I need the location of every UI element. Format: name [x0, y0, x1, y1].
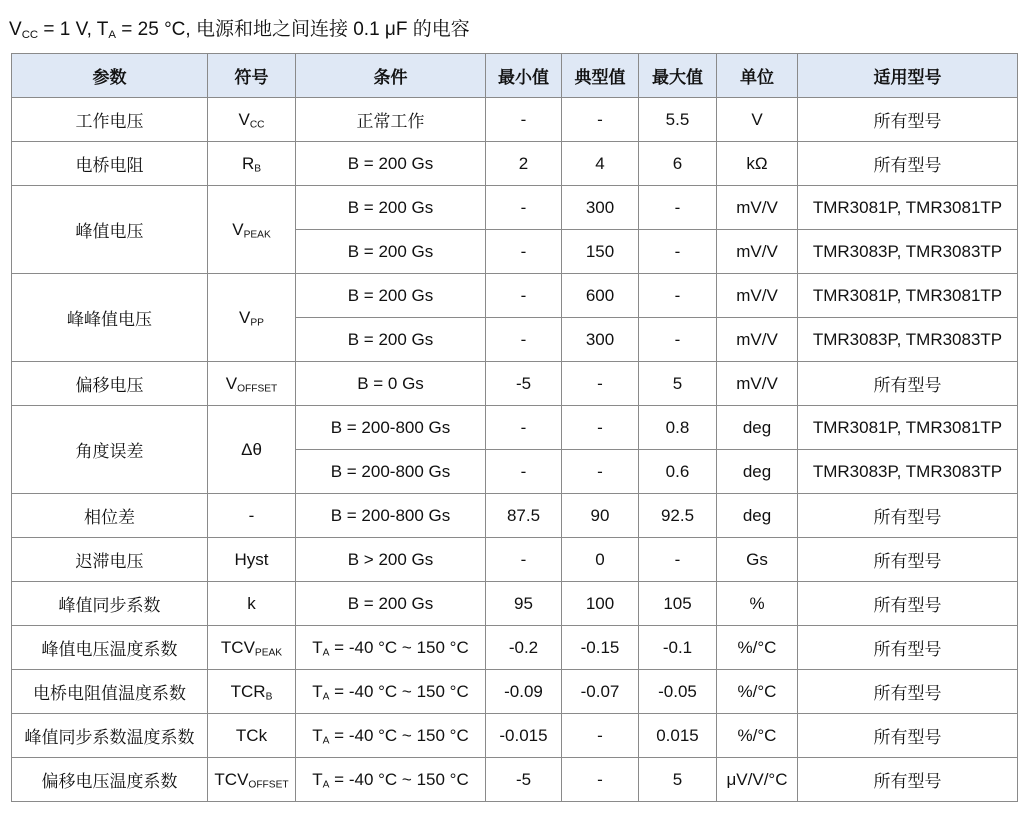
typ-cell: 4	[562, 142, 639, 186]
unit-cell: V	[717, 98, 798, 142]
models-cell: 所有型号	[798, 362, 1018, 406]
symbol-main: k	[247, 593, 256, 613]
models-cell: 所有型号	[798, 538, 1018, 582]
max-cell: 5	[639, 362, 717, 406]
unit-cell: %/°C	[717, 626, 798, 670]
models-cell: TMR3081P, TMR3081TP	[798, 406, 1018, 450]
condition-symbol: T	[312, 637, 323, 657]
min-cell: 2	[486, 142, 562, 186]
models-cell: 所有型号	[798, 582, 1018, 626]
condition-text: B = 200 Gs	[347, 241, 434, 261]
header-param: 参数	[12, 54, 208, 98]
condition-symbol: T	[312, 725, 323, 745]
min-cell: -0.015	[486, 714, 562, 758]
max-cell: 105	[639, 582, 717, 626]
param-cell: 峰值电压	[12, 186, 208, 274]
condition-symbol: T	[312, 681, 323, 701]
condition-text: = -40 °C ~ 150 °C	[329, 681, 469, 701]
param-cell: 峰值电压温度系数	[12, 626, 208, 670]
symbol-main: V	[239, 307, 251, 327]
typ-cell: 300	[562, 318, 639, 362]
condition-cell	[296, 538, 486, 582]
table-row	[12, 538, 1018, 582]
typ-cell: -	[562, 98, 639, 142]
condition-subscript: A	[322, 647, 330, 659]
condition-cell	[296, 670, 486, 714]
condition-text: 正常工作	[356, 112, 425, 131]
condition-subscript: A	[322, 735, 330, 747]
typ-cell: 300	[562, 186, 639, 230]
symbol-cell	[208, 142, 296, 186]
max-cell: 0.6	[639, 450, 717, 494]
condition-text: = -40 °C ~ 150 °C	[329, 725, 469, 745]
param-cell: 工作电压	[12, 98, 208, 142]
condition-text: B = 200-800 Gs	[330, 417, 451, 437]
typ-cell: -	[562, 714, 639, 758]
typ-cell: 90	[562, 494, 639, 538]
min-cell: -	[486, 186, 562, 230]
condition-text: B = 200-800 Gs	[330, 505, 451, 525]
models-cell: TMR3081P, TMR3081TP	[798, 274, 1018, 318]
table-row	[12, 582, 1018, 626]
table-row	[12, 186, 1018, 230]
condition-text: = -40 °C ~ 150 °C	[329, 637, 469, 657]
min-cell: -0.2	[486, 626, 562, 670]
unit-cell: mV/V	[717, 318, 798, 362]
symbol-subscript: PEAK	[243, 229, 271, 241]
models-cell: 所有型号	[798, 758, 1018, 802]
table-header-row	[12, 54, 1018, 98]
max-cell: -0.05	[639, 670, 717, 714]
models-cell: TMR3083P, TMR3083TP	[798, 318, 1018, 362]
typ-cell: -0.07	[562, 670, 639, 714]
models-cell: 所有型号	[798, 714, 1018, 758]
condition-cell	[296, 274, 486, 318]
table-row	[12, 758, 1018, 802]
condition-cell	[296, 98, 486, 142]
symbol-main: TCV	[220, 637, 255, 657]
unit-cell: deg	[717, 494, 798, 538]
condition-subscript: A	[322, 691, 330, 703]
symbol-main: V	[232, 219, 244, 239]
symbol-main: Hyst	[234, 549, 269, 569]
condition-cell	[296, 450, 486, 494]
unit-cell: mV/V	[717, 362, 798, 406]
symbol-subscript: B	[254, 163, 262, 175]
symbol-cell	[208, 582, 296, 626]
symbol-cell	[208, 98, 296, 142]
table-row	[12, 494, 1018, 538]
min-cell: -5	[486, 362, 562, 406]
min-cell: -5	[486, 758, 562, 802]
condition-text: B = 200 Gs	[347, 153, 434, 173]
param-cell: 峰峰值电压	[12, 274, 208, 362]
condition-cell	[296, 406, 486, 450]
header-max: 最大值	[639, 54, 717, 98]
condition-symbol: T	[312, 769, 323, 789]
condition-cell	[296, 714, 486, 758]
min-cell: -0.09	[486, 670, 562, 714]
condition-cell	[296, 758, 486, 802]
unit-cell: mV/V	[717, 274, 798, 318]
unit-cell: deg	[717, 450, 798, 494]
models-cell: 所有型号	[798, 98, 1018, 142]
param-cell: 电桥电阻值温度系数	[12, 670, 208, 714]
condition-cell	[296, 230, 486, 274]
table-row	[12, 142, 1018, 186]
header-models: 适用型号	[798, 54, 1018, 98]
condition-cell	[296, 318, 486, 362]
condition-text: B = 200 Gs	[347, 329, 434, 349]
typ-cell: -	[562, 758, 639, 802]
condition-text: B = 0 Gs	[357, 373, 424, 393]
unit-cell: kΩ	[717, 142, 798, 186]
symbol-cell	[208, 714, 296, 758]
max-cell: -	[639, 538, 717, 582]
max-cell: -	[639, 274, 717, 318]
condition-cell	[296, 186, 486, 230]
symbol-cell	[208, 626, 296, 670]
caption-ta-rest: = 25 °C, 电源和地之间连接 0.1 μF 的电容	[116, 19, 470, 40]
symbol-main: -	[248, 505, 255, 525]
spec-table	[11, 53, 1018, 802]
unit-cell: %/°C	[717, 670, 798, 714]
typ-cell: -	[562, 362, 639, 406]
param-cell: 偏移电压温度系数	[12, 758, 208, 802]
header-symbol: 符号	[208, 54, 296, 98]
table-row	[12, 670, 1018, 714]
unit-cell: μV/V/°C	[717, 758, 798, 802]
max-cell: 92.5	[639, 494, 717, 538]
condition-cell	[296, 362, 486, 406]
max-cell: -	[639, 186, 717, 230]
max-cell: 0.015	[639, 714, 717, 758]
symbol-subscript: OFFSET	[248, 779, 289, 791]
condition-text: = -40 °C ~ 150 °C	[329, 769, 469, 789]
header-unit: 单位	[717, 54, 798, 98]
condition-text: B = 200 Gs	[347, 197, 434, 217]
symbol-cell	[208, 406, 296, 494]
table-row	[12, 406, 1018, 450]
condition-subscript: A	[322, 779, 330, 791]
table-row	[12, 714, 1018, 758]
symbol-main: V	[225, 373, 238, 393]
caption-vcc-value: = 1 V,	[38, 19, 97, 40]
header-condition: 条件	[296, 54, 486, 98]
min-cell: -	[486, 274, 562, 318]
max-cell: -	[639, 318, 717, 362]
condition-cell	[296, 494, 486, 538]
unit-cell: %	[717, 582, 798, 626]
condition-text: B = 200 Gs	[347, 593, 434, 613]
min-cell: 95	[486, 582, 562, 626]
condition-cell	[296, 142, 486, 186]
typ-cell: 100	[562, 582, 639, 626]
symbol-main: TCR	[230, 681, 266, 701]
unit-cell: Gs	[717, 538, 798, 582]
symbol-subscript: B	[265, 691, 273, 703]
min-cell: -	[486, 318, 562, 362]
symbol-main: R	[241, 153, 255, 173]
models-cell: 所有型号	[798, 142, 1018, 186]
typ-cell: 150	[562, 230, 639, 274]
condition-text: B > 200 Gs	[347, 549, 434, 569]
symbol-main: TCV	[214, 769, 249, 789]
table-body	[12, 98, 1018, 802]
min-cell: 87.5	[486, 494, 562, 538]
models-cell: 所有型号	[798, 494, 1018, 538]
symbol-subscript: OFFSET	[237, 383, 278, 395]
typ-cell: 600	[562, 274, 639, 318]
typ-cell: -	[562, 406, 639, 450]
symbol-cell	[208, 670, 296, 714]
header-typ: 典型值	[562, 54, 639, 98]
typ-cell: -0.15	[562, 626, 639, 670]
typ-cell: -	[562, 450, 639, 494]
symbol-subscript: PP	[250, 317, 264, 329]
symbol-main: TCk	[235, 725, 268, 745]
param-cell: 相位差	[12, 494, 208, 538]
max-cell: -	[639, 230, 717, 274]
table-row	[12, 626, 1018, 670]
models-cell: 所有型号	[798, 670, 1018, 714]
typ-cell: 0	[562, 538, 639, 582]
unit-cell: %/°C	[717, 714, 798, 758]
param-cell: 迟滞电压	[12, 538, 208, 582]
param-cell: 角度误差	[12, 406, 208, 494]
symbol-cell	[208, 494, 296, 538]
symbol-cell	[208, 538, 296, 582]
condition-text: B = 200 Gs	[347, 285, 434, 305]
unit-cell: deg	[717, 406, 798, 450]
param-cell: 偏移电压	[12, 362, 208, 406]
condition-cell	[296, 626, 486, 670]
min-cell: -	[486, 450, 562, 494]
symbol-subscript: CC	[249, 119, 265, 131]
symbol-cell	[208, 362, 296, 406]
symbol-main: V	[238, 109, 250, 129]
table-row	[12, 98, 1018, 142]
condition-cell	[296, 582, 486, 626]
unit-cell: mV/V	[717, 186, 798, 230]
max-cell: 5	[639, 758, 717, 802]
caption-ta-symbol: T	[96, 19, 109, 40]
models-cell: TMR3083P, TMR3083TP	[798, 450, 1018, 494]
min-cell: -	[486, 98, 562, 142]
caption-ta-subscript: A	[108, 28, 117, 41]
models-cell: TMR3081P, TMR3081TP	[798, 186, 1018, 230]
header-min: 最小值	[486, 54, 562, 98]
symbol-main: Δθ	[241, 439, 262, 459]
max-cell: -0.1	[639, 626, 717, 670]
symbol-cell	[208, 758, 296, 802]
max-cell: 6	[639, 142, 717, 186]
min-cell: -	[486, 230, 562, 274]
table-row	[12, 274, 1018, 318]
param-cell: 峰值同步系数温度系数	[12, 714, 208, 758]
caption-vcc-subscript: CC	[21, 28, 39, 41]
max-cell: 5.5	[639, 98, 717, 142]
param-cell: 峰值同步系数	[12, 582, 208, 626]
unit-cell: mV/V	[717, 230, 798, 274]
models-cell: TMR3083P, TMR3083TP	[798, 230, 1018, 274]
min-cell: -	[486, 406, 562, 450]
symbol-cell	[208, 186, 296, 274]
models-cell: 所有型号	[798, 626, 1018, 670]
param-cell: 电桥电阻	[12, 142, 208, 186]
caption-vcc-symbol: V	[9, 19, 22, 40]
symbol-subscript: PEAK	[254, 647, 283, 659]
table-row	[12, 362, 1018, 406]
condition-text: B = 200-800 Gs	[330, 461, 451, 481]
max-cell: 0.8	[639, 406, 717, 450]
table-caption	[9, 18, 470, 42]
symbol-cell	[208, 274, 296, 362]
min-cell: -	[486, 538, 562, 582]
